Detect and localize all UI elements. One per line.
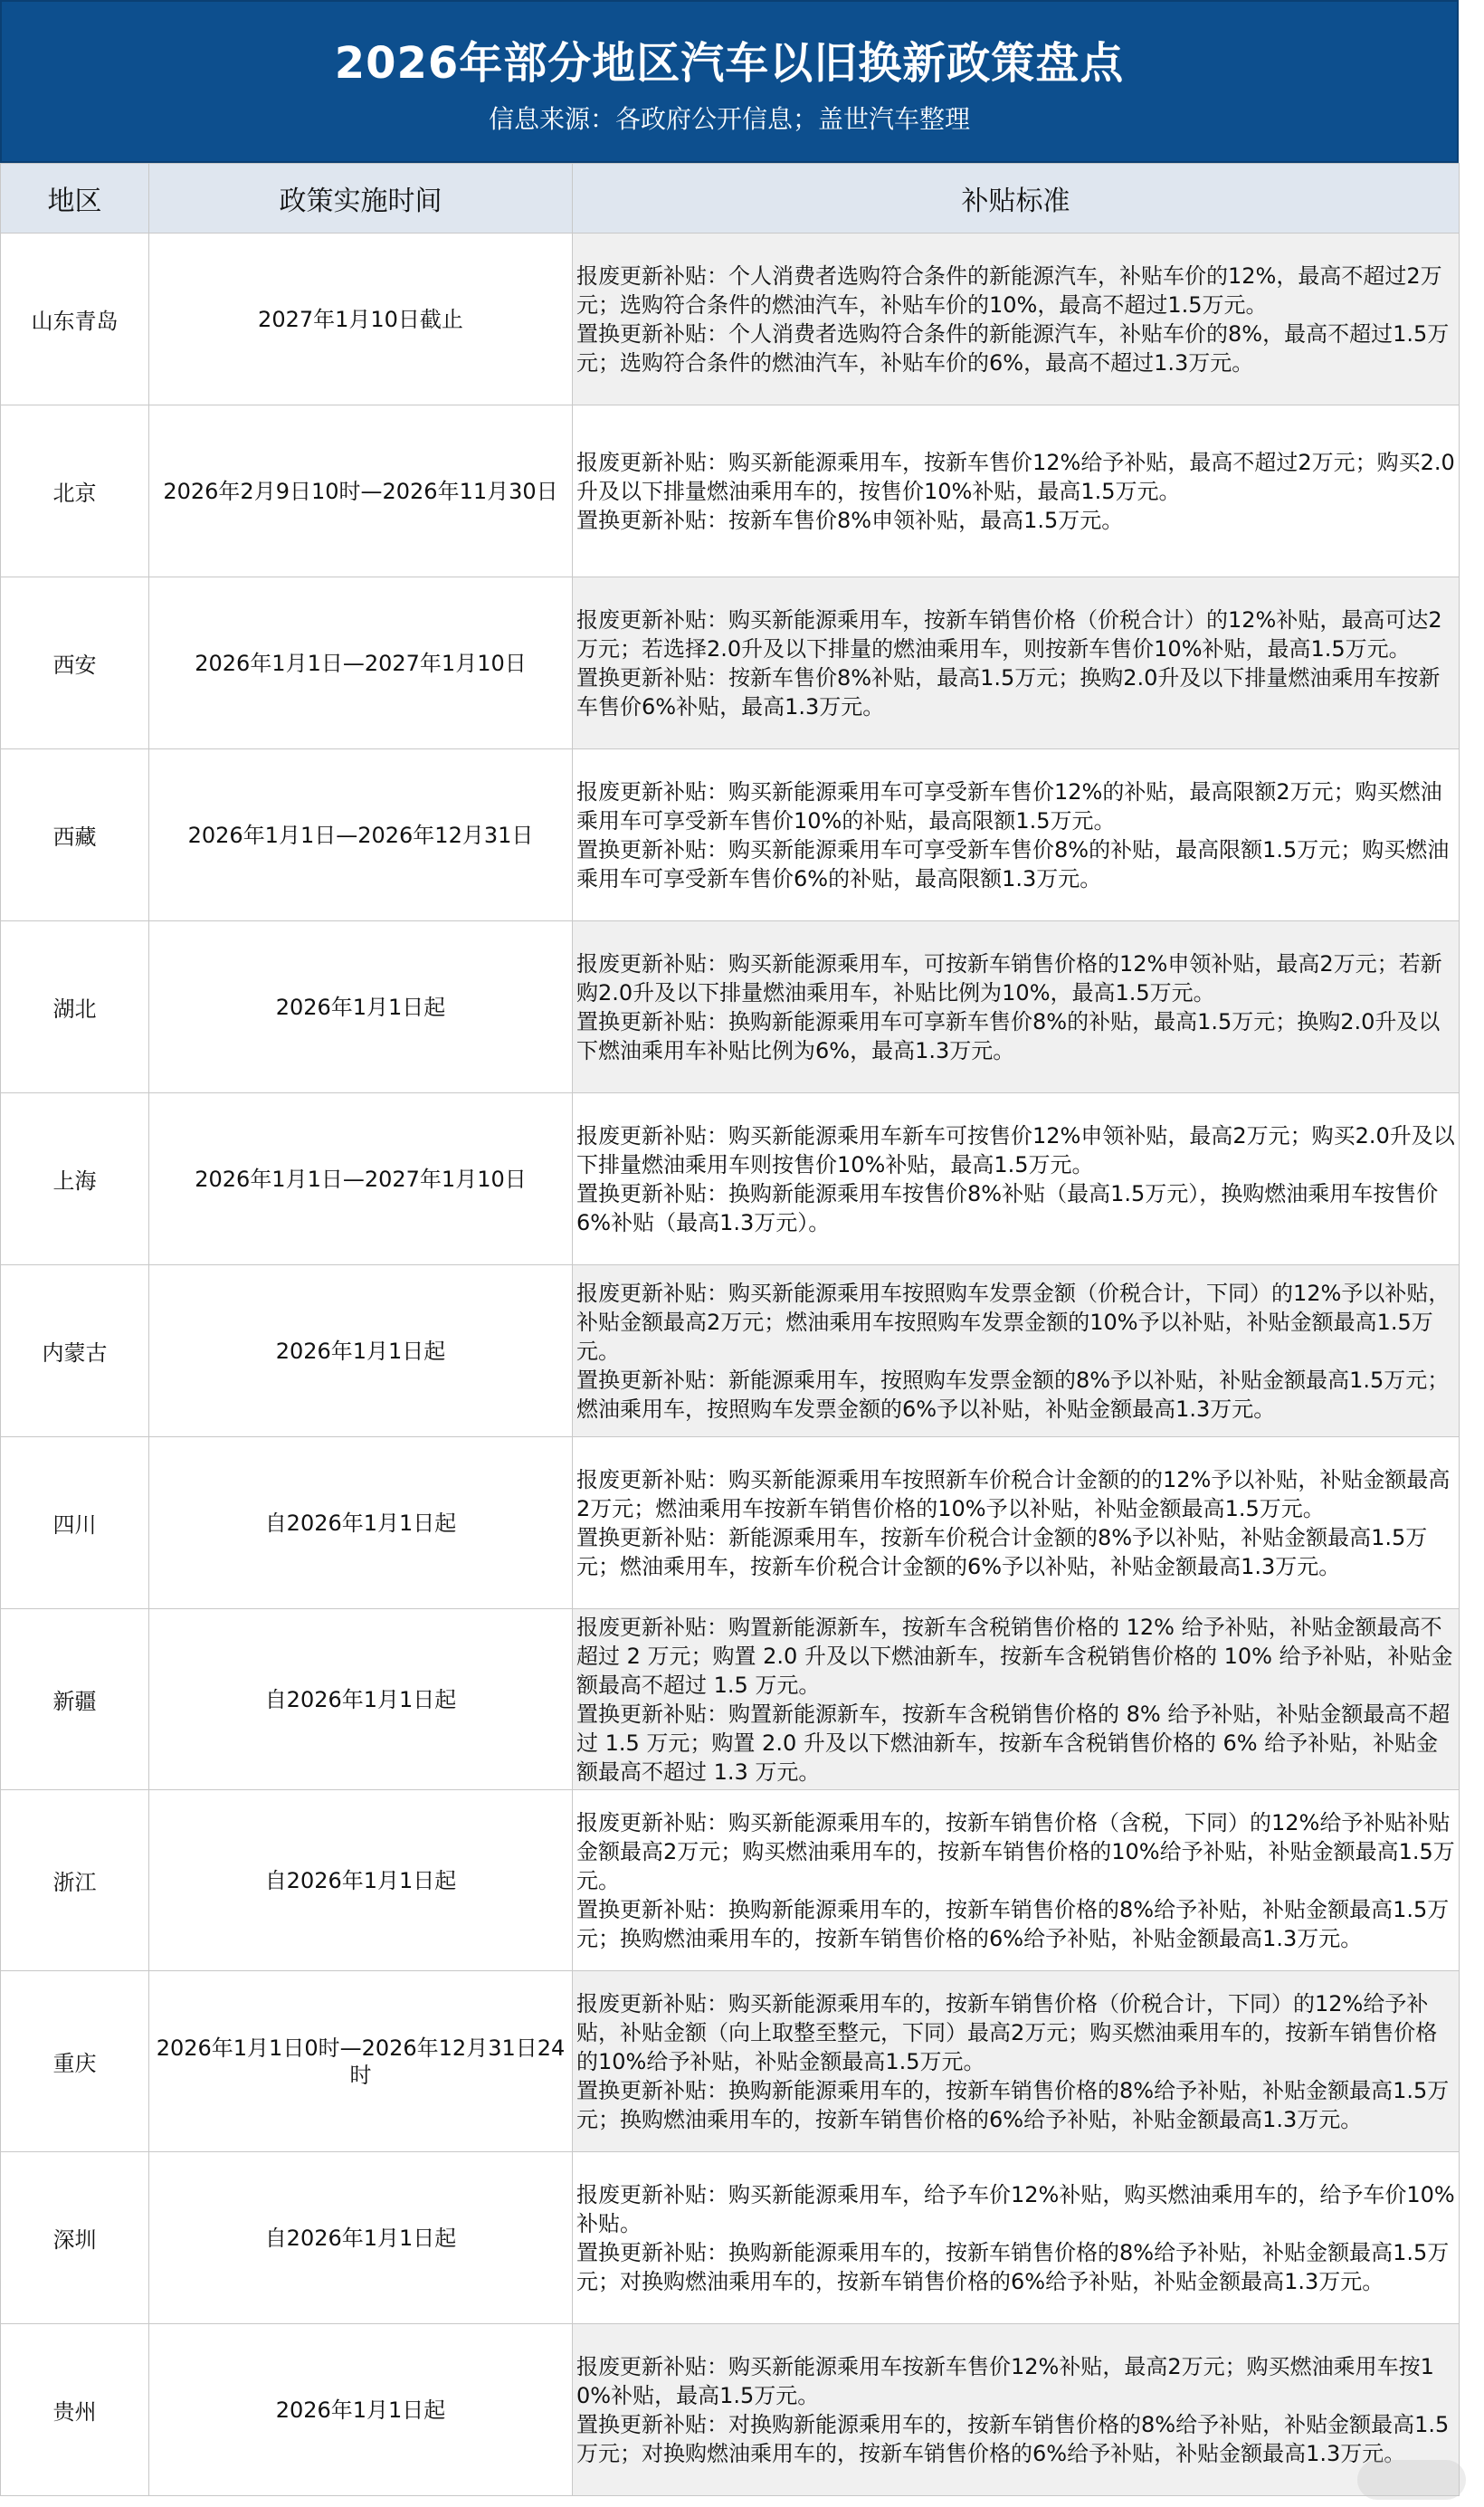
standard-cell: 报废更新补贴：购买新能源乘用车可享受新车售价12%的补贴，最高限额2万元；购买燃油乘用车可享受新车售价10%的补贴，最高限额1.5万元。 置换更新补贴：购买新能源乘用车可享受新车售价8%的补贴，最高限额1.5万元；购买燃油乘用车可享受新车售价6%的补贴，最高限额1.3万元。 bbox=[573, 749, 1460, 921]
standard-cell: 报废更新补贴：购买新能源乘用车新车可按售价12%申领补贴，最高2万元；购买2.0升及以下排量燃油乘用车则按售价10%补贴，最高1.5万元。 置换更新补贴：换购新能源乘用车按售价8%补贴（最高1.5万元），换购燃油乘用车按售价6%补贴（最高1.3万元）。 bbox=[573, 1093, 1460, 1265]
time-cell: 2026年2月9日10时—2026年11月30日 bbox=[149, 405, 573, 577]
table-row bbox=[1, 1609, 1460, 1790]
table-row bbox=[1, 234, 1460, 405]
table-row bbox=[1, 1971, 1460, 2152]
region-cell: 贵州 bbox=[1, 2324, 149, 2496]
region-cell: 深圳 bbox=[1, 2152, 149, 2324]
region-cell: 西安 bbox=[1, 577, 149, 749]
policy-table bbox=[0, 163, 1460, 2496]
region-cell: 上海 bbox=[1, 1093, 149, 1265]
page-title: 2026年部分地区汽车以旧换新政策盘点 bbox=[334, 38, 1125, 89]
standard-cell: 报废更新补贴：购买新能源乘用车，给予车价12%补贴，购买燃油乘用车的，给予车价10%补贴。 置换更新补贴：换购新能源乘用车的，按新车销售价格的8%给予补贴，补贴金额最高1.5万元；对换购燃油乘用车的，按新车销售价格的6%给予补贴，补贴金额最高1.3万元。 bbox=[573, 2152, 1460, 2324]
time-cell: 2026年1月1日—2026年12月31日 bbox=[149, 749, 573, 921]
time-cell: 2026年1月1日—2027年1月10日 bbox=[149, 577, 573, 749]
table-row bbox=[1, 921, 1460, 1093]
time-cell: 2026年1月1日起 bbox=[149, 2324, 573, 2496]
table-header-row bbox=[1, 164, 1460, 234]
table-row bbox=[1, 749, 1460, 921]
standard-cell: 报废更新补贴：购置新能源新车，按新车含税销售价格的 12% 给予补贴，补贴金额最高不超过 2 万元；购置 2.0 升及以下燃油新车，按新车含税销售价格的 10% 给予补贴，补贴金额最高不超过 1.5 万元。 置换更新补贴：购置新能源新车，按新车含税销售价格的 8% 给予补贴，补贴金额最高不超过 1.5 万元；购置 2.0 升及以下燃油新车，按新车含税销售价格的 6% 给予补贴，补贴金额最高不超过 1.3 万元。 bbox=[573, 1609, 1460, 1790]
standard-cell: 报废更新补贴：购买新能源乘用车按照新车价税合计金额的的12%予以补贴，补贴金额最高2万元；燃油乘用车按新车销售价格的10%予以补贴，补贴金额最高1.5万元。 置换更新补贴：新能源乘用车，按新车价税合计金额的8%予以补贴，补贴金额最高1.5万元；燃油乘用车，按新车价税合计金额的6%予以补贴，补贴金额最高1.3万元。 bbox=[573, 1437, 1460, 1609]
time-cell: 自2026年1月1日起 bbox=[149, 1609, 573, 1790]
time-cell: 2027年1月10日截止 bbox=[149, 234, 573, 405]
standard-cell: 报废更新补贴：购买新能源乘用车按照购车发票金额（价税合计，下同）的12%予以补贴，补贴金额最高2万元；燃油乘用车按照购车发票金额的10%予以补贴，补贴金额最高1.5万元。 置换更新补贴：新能源乘用车，按照购车发票金额的8%予以补贴，补贴金额最高1.5万元；燃油乘用车，按照购车发票金额的6%予以补贴，补贴金额最高1.3万元。 bbox=[573, 1265, 1460, 1437]
standard-cell: 报废更新补贴：购买新能源乘用车，按新车销售价格（价税合计）的12%补贴，最高可达2万元；若选择2.0升及以下排量的燃油乘用车，则按新车售价10%补贴，最高1.5万元。 置换更新补贴：按新车售价8%补贴，最高1.5万元；换购2.0升及以下排量燃油乘用车按新车售价6%补贴，最高1.3万元。 bbox=[573, 577, 1460, 749]
time-cell: 2026年1月1日起 bbox=[149, 1265, 573, 1437]
region-cell: 山东青岛 bbox=[1, 234, 149, 405]
standard-cell: 报废更新补贴：购买新能源乘用车的，按新车销售价格（价税合计，下同）的12%给予补贴，补贴金额（向上取整至整元，下同）最高2万元；购买燃油乘用车的，按新车销售价格的10%给予补贴，补贴金额最高1.5万元。 置换更新补贴：换购新能源乘用车的，按新车销售价格的8%给予补贴，补贴金额最高1.5万元；换购燃油乘用车的，按新车销售价格的6%给予补贴，补贴金额最高1.3万元。 bbox=[573, 1971, 1460, 2152]
table-row bbox=[1, 405, 1460, 577]
region-cell: 北京 bbox=[1, 405, 149, 577]
region-cell: 新疆 bbox=[1, 1609, 149, 1790]
column-header-standard: 补贴标准 bbox=[573, 164, 1460, 234]
table-row bbox=[1, 577, 1460, 749]
column-header-region: 地区 bbox=[1, 164, 149, 234]
region-cell: 四川 bbox=[1, 1437, 149, 1609]
table-title-banner bbox=[0, 0, 1459, 163]
table-row bbox=[1, 2324, 1460, 2496]
table-row bbox=[1, 1437, 1460, 1609]
time-cell: 自2026年1月1日起 bbox=[149, 2152, 573, 2324]
region-cell: 重庆 bbox=[1, 1971, 149, 2152]
region-cell: 内蒙古 bbox=[1, 1265, 149, 1437]
standard-cell: 报废更新补贴：购买新能源乘用车，按新车售价12%给予补贴，最高不超过2万元；购买2.0升及以下排量燃油乘用车的，按售价10%补贴，最高1.5万元。 置换更新补贴：按新车售价8%申领补贴，最高1.5万元。 bbox=[573, 405, 1460, 577]
standard-cell: 报废更新补贴：个人消费者选购符合条件的新能源汽车，补贴车价的12%，最高不超过2万元；选购符合条件的燃油汽车，补贴车价的10%，最高不超过1.5万元。 置换更新补贴：个人消费者选购符合条件的新能源汽车，补贴车价的8%，最高不超过1.5万元；选购符合条件的燃油汽车，补贴车价的6%，最高不超过1.3万元。 bbox=[573, 234, 1460, 405]
source-note: 信息来源：各政府公开信息；盖世汽车整理 bbox=[488, 104, 970, 134]
table-row bbox=[1, 1790, 1460, 1971]
table-row bbox=[1, 2152, 1460, 2324]
region-cell: 湖北 bbox=[1, 921, 149, 1093]
region-cell: 浙江 bbox=[1, 1790, 149, 1971]
table-row bbox=[1, 1265, 1460, 1437]
table-row bbox=[1, 1093, 1460, 1265]
standard-cell: 报废更新补贴：购买新能源乘用车按新车售价12%补贴，最高2万元；购买燃油乘用车按10%补贴，最高1.5万元。 置换更新补贴：对换购新能源乘用车的，按新车销售价格的8%给予补贴，补贴金额最高1.5万元；对换购燃油乘用车的，按新车销售价格的6%给予补贴，补贴金额最高1.3万元。 bbox=[573, 2324, 1460, 2496]
region-cell: 西藏 bbox=[1, 749, 149, 921]
time-cell: 2026年1月1日起 bbox=[149, 921, 573, 1093]
time-cell: 自2026年1月1日起 bbox=[149, 1437, 573, 1609]
time-cell: 2026年1月1日0时—2026年12月31日24时 bbox=[149, 1971, 573, 2152]
standard-cell: 报废更新补贴：购买新能源乘用车的，按新车销售价格（含税，下同）的12%给予补贴补贴金额最高2万元；购买燃油乘用车的，按新车销售价格的10%给予补贴，补贴金额最高1.5万元。 置换更新补贴：换购新能源乘用车的，按新车销售价格的8%给予补贴，补贴金额最高1.5万元；换购燃油乘用车的，按新车销售价格的6%给予补贴，补贴金额最高1.3万元。 bbox=[573, 1790, 1460, 1971]
time-cell: 自2026年1月1日起 bbox=[149, 1790, 573, 1971]
column-header-time: 政策实施时间 bbox=[149, 164, 573, 234]
time-cell: 2026年1月1日—2027年1月10日 bbox=[149, 1093, 573, 1265]
standard-cell: 报废更新补贴：购买新能源乘用车，可按新车销售价格的12%申领补贴，最高2万元；若新购2.0升及以下排量燃油乘用车，补贴比例为10%，最高1.5万元。 置换更新补贴：换购新能源乘用车可享新车售价8%的补贴，最高1.5万元；换购2.0升及以下燃油乘用车补贴比例为6%，最高1.3万元。 bbox=[573, 921, 1460, 1093]
watermark bbox=[1357, 2460, 1466, 2500]
